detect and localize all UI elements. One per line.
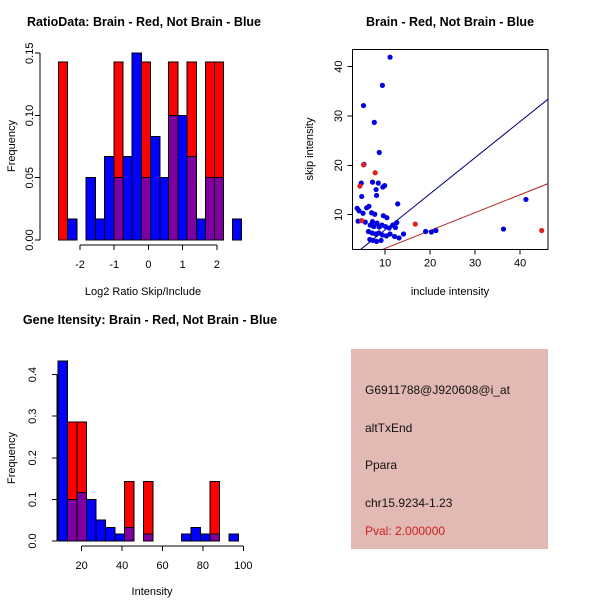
hist-bar-overlap <box>141 178 150 240</box>
scatter-point-blue <box>374 239 379 244</box>
scatter-point-red <box>373 170 378 175</box>
hist-bar-blue <box>196 219 205 240</box>
scatter-point-blue <box>364 205 369 210</box>
hist-bar-blue <box>58 361 68 541</box>
hist-bar-blue <box>106 527 116 541</box>
y-tick-label: 0.1 <box>27 491 39 508</box>
x-tick-label: 40 <box>513 257 527 270</box>
scatter-point-blue <box>423 229 428 234</box>
intensity-scatter-chart <box>300 0 600 300</box>
gene-histogram-xlabel: Intensity <box>131 586 173 598</box>
scatter-point-blue <box>370 180 375 185</box>
x-tick-label: 40 <box>115 560 129 572</box>
intensity-scatter-xlabel: include intensity <box>410 286 490 298</box>
hist-bar-overlap <box>125 527 135 541</box>
scatter-point-blue <box>374 187 379 192</box>
gene-histogram-panel <box>0 300 300 600</box>
hist-bar-blue <box>96 520 106 541</box>
hist-bar-overlap <box>77 492 87 541</box>
x-tick-label: 100 <box>234 560 253 572</box>
ratio-histogram-chart <box>0 0 300 300</box>
scatter-point-blue <box>372 120 377 125</box>
scatter-point-blue <box>384 215 389 220</box>
scatter-point-red <box>359 218 364 223</box>
gene-info-panel <box>300 300 600 600</box>
y-tick-label: 0.4 <box>27 366 39 383</box>
scatter-point-blue <box>361 103 366 108</box>
x-tick-label: 10 <box>378 257 392 270</box>
hist-bar-blue <box>105 157 114 240</box>
scatter-point-blue <box>433 228 438 233</box>
hist-bar-blue <box>95 219 104 240</box>
scatter-point-blue <box>378 238 383 243</box>
y-tick-label: 20 <box>333 159 345 172</box>
y-tick-label: 40 <box>333 60 345 73</box>
intensity-scatter-plot-area <box>333 49 548 269</box>
x-tick-label: 30 <box>468 257 482 270</box>
hist-bar-red <box>144 482 154 541</box>
hist-bar-blue <box>229 534 239 541</box>
hist-bar-blue <box>115 534 125 541</box>
scatter-point-blue <box>401 231 406 236</box>
scatter-point-blue <box>372 212 377 217</box>
gene-histogram-chart <box>0 300 300 600</box>
intensity-scatter-panel <box>300 0 600 300</box>
hist-bar-blue <box>123 157 132 240</box>
pval-text: Pval: 2.000000 <box>365 524 446 538</box>
scatter-point-blue <box>523 197 528 202</box>
ratio-histogram-title: RatioData: Brain - Red, Not Brain - Blue <box>26 15 262 29</box>
scatter-point-blue <box>359 194 364 199</box>
scatter-point-blue <box>377 150 382 155</box>
scatter-point-blue <box>387 55 392 60</box>
x-tick-label: 80 <box>196 560 210 572</box>
regression-line-red <box>383 184 548 250</box>
scatter-point-blue <box>396 235 401 240</box>
gene-histogram-ylabel: Frequency <box>6 432 18 484</box>
gene-histogram-title: Gene Itensity: Brain - Red, Not Brain - Blue <box>22 313 278 327</box>
scatter-point-blue <box>387 231 392 236</box>
y-tick-label: 0.05 <box>24 167 36 189</box>
hist-bar-blue <box>87 499 97 541</box>
x-tick-label: -1 <box>109 259 120 271</box>
scatter-point-blue <box>380 83 385 88</box>
intensity-scatter-ylabel: skip intensity <box>304 117 316 181</box>
gene-info-box <box>351 349 548 549</box>
y-tick-label: 0.15 <box>24 42 36 64</box>
scatter-point-blue <box>374 193 379 198</box>
y-tick-label: 0.10 <box>24 104 36 127</box>
x-tick-label: 60 <box>156 560 169 572</box>
hist-bar-overlap <box>169 115 178 240</box>
ratio-histogram-panel <box>0 0 300 300</box>
probe-id-text: G6911788@J920608@i_at <box>365 383 510 397</box>
x-tick-label: -2 <box>75 259 85 271</box>
hist-bar-overlap <box>205 178 214 240</box>
hist-bar-red <box>58 62 67 240</box>
scatter-point-red <box>357 183 362 188</box>
scatter-point-blue <box>371 224 376 229</box>
scatter-point-blue <box>429 229 434 234</box>
scatter-point-blue <box>392 234 397 239</box>
gene-symbol-text: Ppara <box>365 458 398 472</box>
gene-histogram-plot-area <box>27 361 253 572</box>
hist-bar-blue <box>178 115 187 240</box>
hist-bar-blue <box>132 53 141 240</box>
scatter-point-blue <box>360 211 365 216</box>
scatter-point-red <box>361 162 366 167</box>
hist-bar-red <box>210 482 220 541</box>
hist-bar-overlap <box>210 534 220 541</box>
hist-bar-overlap <box>68 499 78 541</box>
x-tick-label: 20 <box>423 257 437 270</box>
y-tick-label: 10 <box>333 208 345 221</box>
hist-bar-blue <box>182 534 192 541</box>
hist-bar-blue <box>68 219 77 240</box>
intensity-scatter-title: Brain - Red, Not Brain - Blue <box>365 15 535 29</box>
y-tick-label: 0.2 <box>27 450 39 466</box>
hist-bar-blue <box>201 534 211 541</box>
y-tick-label: 0.3 <box>27 408 39 424</box>
hist-bar-overlap <box>214 178 223 240</box>
y-tick-label: 0.00 <box>24 229 36 251</box>
hist-bar-blue <box>86 178 95 240</box>
scatter-point-blue <box>376 181 381 186</box>
y-tick-label: 30 <box>333 109 345 123</box>
x-tick-label: 20 <box>75 560 88 572</box>
plot-box <box>353 49 548 249</box>
ratio-histogram-plot-area <box>24 43 242 271</box>
hist-bar-overlap <box>144 534 154 541</box>
chromosome-location-text: chr15.9234-1.23 <box>365 496 453 510</box>
y-tick-label: 0.0 <box>27 533 39 549</box>
x-tick-label: 2 <box>213 259 220 271</box>
scatter-point-red <box>539 228 544 233</box>
hist-bar-blue <box>233 219 242 240</box>
scatter-point-red <box>413 222 418 227</box>
ratio-histogram-ylabel: Frequency <box>6 120 18 172</box>
scatter-point-blue <box>393 225 398 230</box>
splice-type-text: altTxEnd <box>365 421 413 435</box>
hist-bar-blue <box>160 178 169 240</box>
hist-bar-blue <box>151 137 160 240</box>
scatter-point-blue <box>501 226 506 231</box>
ratio-histogram-xlabel: Log2 Ratio Skip/Include <box>84 286 202 298</box>
hist-bar-blue <box>191 527 201 541</box>
scatter-point-blue <box>382 183 387 188</box>
hist-bar-overlap <box>114 178 123 240</box>
x-tick-label: 1 <box>179 259 186 271</box>
scatter-point-blue <box>395 201 400 206</box>
x-tick-label: 0 <box>145 259 152 271</box>
hist-bar-overlap <box>187 157 196 240</box>
